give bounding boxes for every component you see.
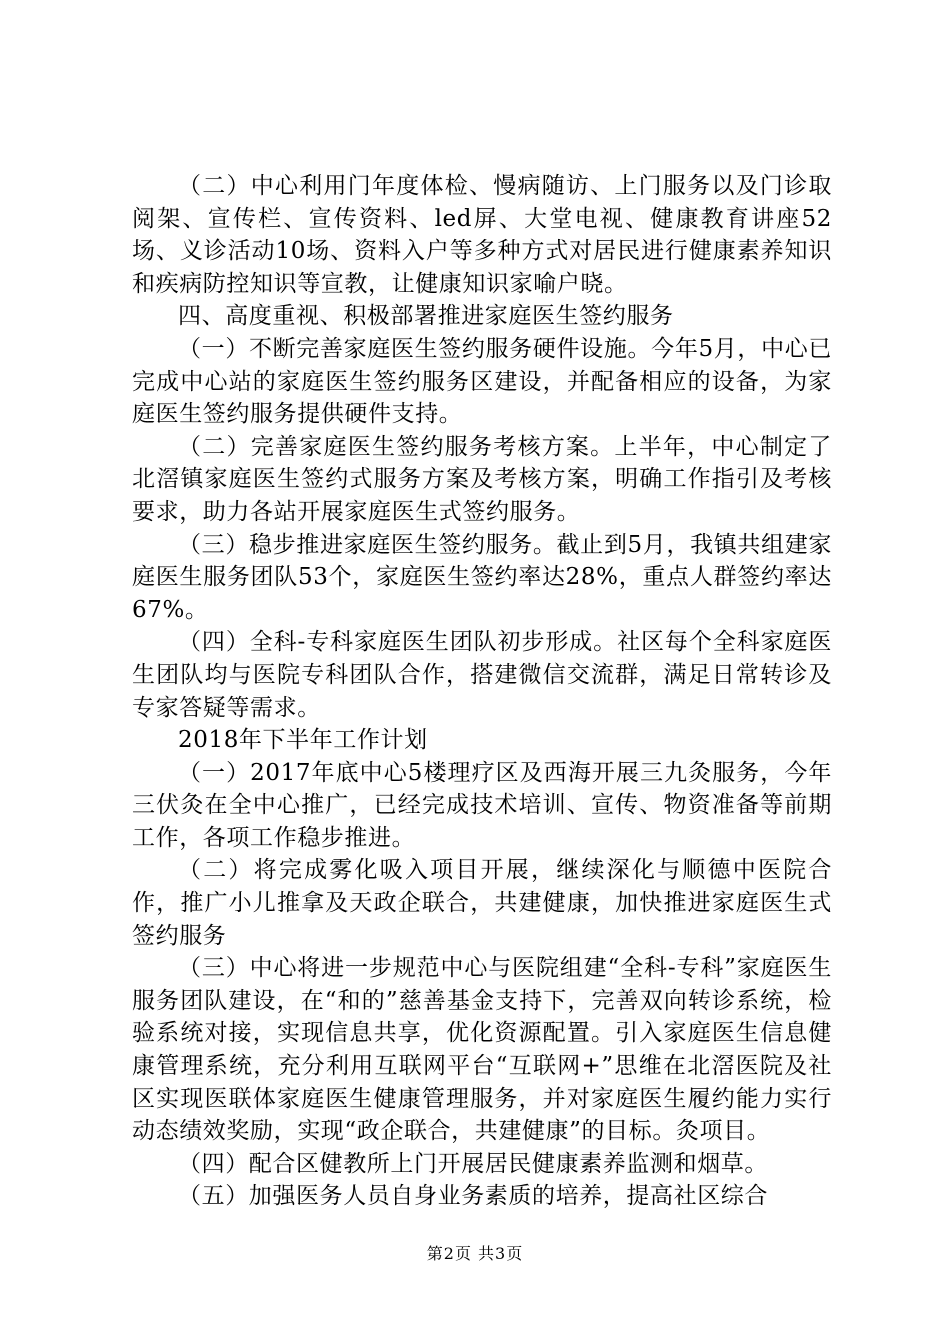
paragraph-plan-4: （四）配合区健教所上门开展居民健康素养监测和烟草。 <box>178 1150 768 1177</box>
document-body <box>132 170 832 1213</box>
page-number-footer: 第2页 共3页 <box>426 1244 524 1263</box>
paragraph-plan-3: （三）中心将进一步规范中心与医院组建“全科-专科”家庭医生服务团队建设，在“和的”慈善基金支持下，完善双向转诊系统，检验系统对接，实现信息共享，优化资源配置。引入家庭医生信息健康管理系统，充分利用互联网平台“互联网+”思维在北滘医院及社区实现医联体家庭医生健康管理服务，并对家庭医生履约能力实行动态绩效奖励，实现“政企联合，共建健康”的目标。灸项目。 <box>132 955 832 1145</box>
paragraph-assessment: （二）完善家庭医生签约服务考核方案。上半年，中心制定了北滘镇家庭医生签约式服务方案及考核方案，明确工作指引及考核要求，助力各站开展家庭医生式签约服务。 <box>132 433 832 525</box>
paragraph-plan-5: （五）加强医务人员自身业务素质的培养，提高社区综合 <box>178 1183 768 1210</box>
paragraph-team-formation: （四）全科-专科家庭医生团队初步形成。社区每个全科家庭医生团队均与医院专科团队合作，搭建微信交流群，满足日常转诊及专家答疑等需求。 <box>132 629 832 721</box>
paragraph-health-education: （二）中心利用门年度体检、慢病随访、上门服务以及门诊取阅架、宣传栏、宣传资料、led屏、大堂电视、健康教育讲座52场、义诊活动10场、资料入户等多种方式对居民进行健康素养知识和疾病防控知识等宣教，让健康知识家喻户晓。 <box>132 173 832 297</box>
paragraph-hardware: （一）不断完善家庭医生签约服务硬件设施。今年5月，中心已完成中心站的家庭医生签约服务区建设，并配备相应的设备，为家庭医生签约服务提供硬件支持。 <box>132 335 832 428</box>
paragraph-signing-progress: （三）稳步推进家庭医生签约服务。截止到5月，我镇共组建家庭医生服务团队53个，家庭医生签约率达28%，重点人群签约率达67%。 <box>132 531 832 623</box>
section-heading-work-plan: 2018年下半年工作计划 <box>178 727 428 754</box>
paragraph-plan-2: （二）将完成雾化吸入项目开展，继续深化与顺德中医院合作，推广小儿推拿及天政企联合，共建健康，加快推进家庭医生式签约服务 <box>132 857 832 949</box>
paragraph-plan-1: （一）2017年底中心5楼理疗区及西海开展三九灸服务，今年三伏灸在全中心推广，已经完成技术培训、宣传、物资准备等前期工作，各项工作稳步推进。 <box>132 759 832 851</box>
section-heading-family-doctor: 四、高度重视、积极部署推进家庭医生签约服务 <box>178 303 674 330</box>
